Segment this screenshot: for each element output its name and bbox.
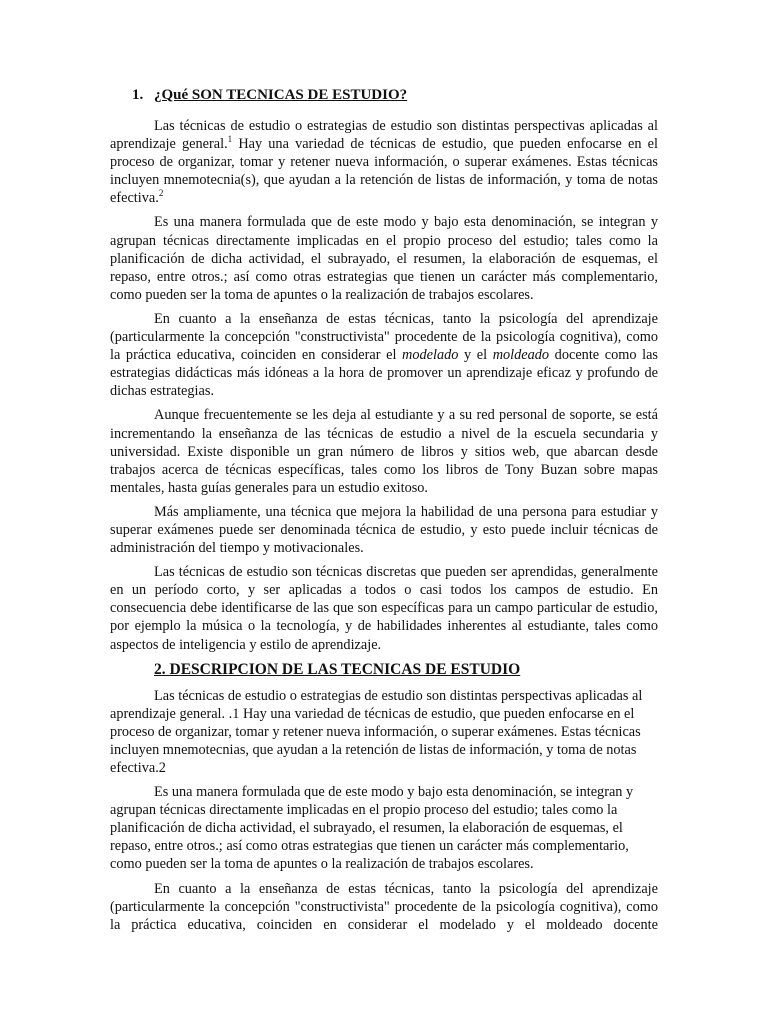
footnote-ref-2: 2 xyxy=(158,188,164,199)
text-run: y el xyxy=(458,347,493,364)
footnote-ref-1: 1 xyxy=(227,134,233,145)
text-run: En cuanto a la enseñanza de estas técnicas, tanto la psicología del aprendizaje (particularmente la concepción "constructivista" procedente de la psicología cognitiva), como la práctica educativa, coinciden en considerar el xyxy=(110,310,658,364)
section-2-paragraph-1: Las técnicas de estudio o estrategias de estudio son distintas perspectivas aplicadas al aprendizaje general. .1 Hay una variedad de técnicas de estudio, que pueden enfocarse en el proceso de organizar, tomar y retener nueva información, o superar exámenes. Estas técnicas incluyen mnemotecnias, que ayudan a la retención de listas de información, y toma de notas efectiva.2 xyxy=(110,687,643,776)
page-content xyxy=(110,86,658,940)
section-1-paragraph-4: Aunque frecuentemente se les deja al estudiante y a su red personal de soporte, se está incrementando la enseñanza de las técnicas de estudio a nivel de la escuela secundaria y universidad. Existe disponible un gran número de libros y sitios web, que abarcan desde trabajos acerca de técnicas específicas, tales como los libros de Tony Buzan sobre mapas mentales, hasta guías generales para un estudio exitoso. xyxy=(110,407,658,496)
italic-term-modelado: modelado xyxy=(402,347,459,364)
text-run: Hay una variedad de técnicas de estudio, que pueden enfocarse en el proceso de organizar, tomar y retener nueva información, o superar exámenes. Estas técnicas incluyen mnemotecnia(s), que ayudan a la retención de listas de información, y toma de notas efectiva. xyxy=(110,136,658,207)
section-2-paragraph-3: En cuanto a la enseñanza de estas técnicas, tanto la psicología del aprendizaje (particularmente la concepción "constructivista" procedente de la psicología cognitiva), como la práctica educativa, coinciden en considerar el modelado y el moldeado docente xyxy=(110,880,658,933)
section-1-heading xyxy=(132,86,658,105)
italic-term-moldeado: moldeado xyxy=(492,347,550,364)
section-1-paragraph-5: Más ampliamente, una técnica que mejora la habilidad de una persona para estudiar y superar exámenes puede ser denominada técnica de estudio, y esto puede incluir técnicas de administración del tiempo y motivacionales. xyxy=(110,503,658,557)
section-1-paragraph-2: Es una manera formulada que de este modo y bajo esta denominación, se integran y agrupan técnicas directamente implicadas en el propio proceso del estudio; tales como la planificación de dicha actividad, el subrayado, el resumen, la elaboración de esquemas, el repaso, entre otros.; así como otras estrategias que tienen un carácter más complementario, como pueden ser la toma de apuntes o la realización de trabajos escolares. xyxy=(110,214,658,303)
text-run: docente como las estrategias didácticas más idóneas a la hora de promover un aprendizaje eficaz y profundo de dichas estrategias. xyxy=(110,347,658,400)
section-1-paragraph-3 xyxy=(110,310,658,400)
section-2-paragraph-2: Es una manera formulada que de este modo y bajo esta denominación, se integran y agrupan técnicas directamente implicadas en el propio proceso del estudio; tales como la planificación de dicha actividad, el subrayado, el resumen, la elaboración de esquemas, el repaso, entre otros.; así como otras estrategias que tienen un carácter más complementario, como pueden ser la toma de apuntes o la realización de trabajos escolares. xyxy=(110,784,634,873)
section-1-title: ¿Qué SON TECNICAS DE ESTUDIO? xyxy=(154,87,408,103)
section-1-number: 1. xyxy=(132,87,144,103)
section-1-paragraph-1 xyxy=(110,117,658,207)
text-run: Las técnicas de estudio o estrategias de estudio son distintas perspectivas aplicadas al aprendizaje general. xyxy=(110,118,658,153)
section-1-paragraph-6: Las técnicas de estudio son técnicas discretas que pueden ser aprendidas, generalmente en un período corto, y ser aplicadas a todos o casi todos los campos de estudio. En consecuencia debe identificarse de las que son específicas para un campo particular de estudio, por ejemplo la música o la tecnología, y de habilidades inherentes al estudiante, tales como aspectos de inteligencia y estilo de aprendizaje. xyxy=(110,564,658,653)
section-2-heading: 2. DESCRIPCION DE LAS TECNICAS DE ESTUDIO xyxy=(154,660,521,678)
